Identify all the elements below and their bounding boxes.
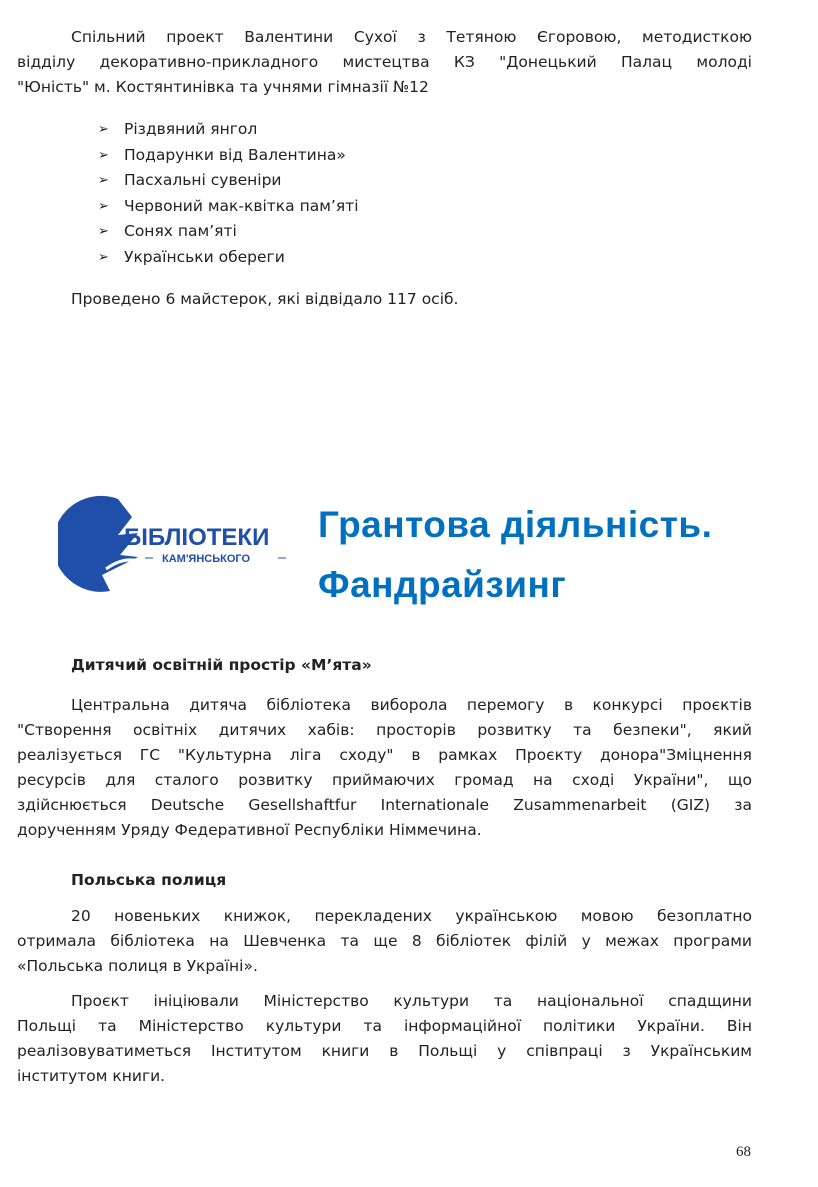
section-title-line: Грантова діяльність.	[318, 504, 713, 545]
list-item	[98, 245, 359, 271]
svg-text:КАМ'ЯНСЬКОГО: КАМ'ЯНСЬКОГО	[162, 553, 251, 565]
polish-paragraph-1	[17, 904, 752, 979]
arrow-bullet-icon: ➢	[98, 122, 109, 137]
arrow-bullet-icon: ➢	[98, 147, 109, 163]
text-line: Спільний проект Валентини Сухої з Тетяною Єгоровою, методисткою	[71, 28, 752, 46]
svg-text:БІБЛІОТЕКИ: БІБЛІОТЕКИ	[124, 524, 270, 551]
library-logo	[58, 495, 298, 595]
text-line: отримала бібліотека на Шевченка та ще 8 бібліотек філій у межах програми	[17, 932, 752, 950]
list-item	[98, 219, 359, 245]
mint-paragraph	[17, 693, 752, 843]
list-item-text: Подарунки від Валентина»	[124, 145, 346, 164]
text-line: «Польська полиця в Україні».	[17, 957, 258, 975]
text-line: "Юність" м. Костянтинівка та учнями гімназії №12	[17, 78, 429, 96]
list-item	[98, 194, 359, 220]
polish-heading: Польська полиця	[71, 871, 227, 889]
text-line: Проєкт ініціювали Міністерство культури та національної спадщини	[71, 992, 752, 1010]
list-item-text: Різдвяний янгол	[124, 120, 258, 138]
text-line: "Створення освітніх дитячих хабів: просторів розвитку та безпеки", який	[17, 721, 752, 739]
summary-text: Проведено 6 майстерок, які відвідало 117 осіб.	[71, 290, 459, 308]
list-item	[98, 117, 359, 143]
text-line: інститутом книги.	[17, 1067, 166, 1085]
text-line: здійснюється Deutsche Gesellshaftfur Internationale Zusammenarbeit (GIZ) за	[17, 796, 752, 814]
intro-paragraph	[17, 25, 752, 100]
arrow-bullet-icon: ➢	[98, 249, 109, 265]
list-item-text: Сонях пам’яті	[124, 222, 237, 240]
text-line: ресурсів для сталого розвитку приймаючих громад на сході України", що	[17, 771, 752, 789]
text-line: Польщі та Міністерство культури та інформаційної політики України. Він	[17, 1017, 752, 1035]
list-item	[98, 143, 359, 169]
page-number: 68	[736, 1144, 751, 1160]
text-line: відділу декоративно-прикладного мистецтва КЗ "Донецький Палац молоді	[17, 53, 752, 71]
text-line: реалізується ГС "Культурна ліга сходу" в рамках Проєкту донора"Зміцнення	[17, 746, 752, 764]
polish-paragraph-2	[17, 989, 752, 1089]
list-item-text: Українськи обереги	[124, 247, 285, 266]
mint-heading: Дитячий освітній простір «М’ята»	[71, 656, 372, 674]
workshop-list	[98, 117, 359, 270]
list-item-text: Пасхальні сувеніри	[124, 171, 282, 189]
text-line: Центральна дитяча бібліотека виборола перемогу в конкурсі проєктів	[71, 696, 752, 714]
text-line: реалізовуватиметься Інститутом книги в Польщі у співпраці з Українським	[17, 1042, 752, 1060]
section-title	[318, 495, 712, 615]
arrow-bullet-icon: ➢	[98, 173, 109, 188]
text-line: 20 новеньких книжок, перекладених українською мовою безоплатно	[71, 907, 752, 925]
arrow-bullet-icon: ➢	[98, 198, 109, 214]
text-line: дорученням Уряду Федеративної Республіки Німмечина.	[17, 821, 482, 839]
list-item	[98, 168, 359, 194]
list-item-text: Червоний мак-квітка пам’яті	[124, 196, 359, 215]
section-title-line: Фандрайзинг	[318, 564, 567, 605]
arrow-bullet-icon: ➢	[98, 224, 109, 239]
